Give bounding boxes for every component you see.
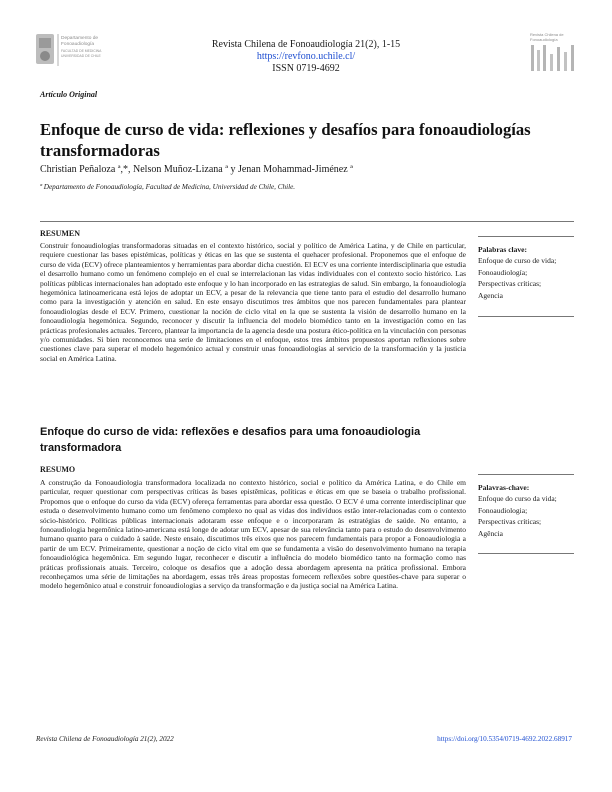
resumo-body: A construção da Fonoaudiologia transformadora localizada no contexto histórico, social e político da América Latina, e do Chile em particular, requer questionar com perspectivas críticas às bases epistêmicas, políticas e éticas em que se baseia o trabalho profissional. Propomos que o enfoque do curso da vida (ECV) ofereça ferramentas para abordar essa questão. O ECV é uma corrente interdisciplinar que estuda o desenvolvimento humano como um fenômeno complexo no qual as vidas dos indivíduos estão inter-relacionadas com o contexto sócio-histórico. Políticas públicas internacionais adotaram esse enfoque e o incorporaram às estratégias de saúde. No entanto, a fonoaudiologia hegemônica latino-americana está longe de adotar um ECV, apesar de sua relevância tanto para o estudo do desenvolvimento humano quanto para o cuidado à saúde. Neste ensaio, discutimos três eixos que nos parecem fundamentais para propor a Fonoaudiologia a partir de um ECV. Primeiramente, questionar a noção de ciclo vital em que se fundamenta a visão do desenvolvimento humano na terapia fonoaudiológica hegemônica. Em segundo lugar, reconhecer e discutir a influência do modelo biomédico tanto na formação como nas práticas profissionais atuais. Terceiro, coloque os desafios que a adoção dessa abordagem apresenta na prática profissional. Embora reconheçamos uma série de limitações na abordagem, essas três áreas propostas fornecem reflexões sobre questões-chave para superar o modelo hegemônico atual e construir fonoaudiologias a serviço da transformação e da justiça social na América Latina. [40, 478, 466, 591]
doi-link[interactable]: https://doi.org/10.5354/0719-4692.2022.68917 [437, 735, 572, 743]
keyword-es: Perspectivas críticas; [478, 279, 542, 289]
university-seal-icon [34, 30, 106, 74]
affiliation: ª Departamento de Fonoaudiología, Facultad de Medicina, Universidad de Chile, Chile. [40, 183, 296, 191]
resumen-heading: RESUMEN [40, 229, 81, 238]
keywords-divider-pt [478, 474, 574, 475]
journal-url-link[interactable]: https://revfono.uchile.cl/ [256, 51, 356, 62]
journal-emblem-icon [528, 30, 578, 74]
footer-citation: Revista Chilena de Fonoaudiología 21(2), 2022 [36, 735, 174, 743]
logo-line-1: Departamento de [61, 36, 99, 41]
keyword-pt: Perspectivas críticas; [478, 517, 542, 527]
logo-line-2: Fonoaudiología [61, 42, 95, 47]
issn: ISSN 0719-4692 [272, 63, 340, 74]
keywords-pt-heading: Palavras-chave: [478, 483, 530, 492]
resumen-body: Construir fonoaudiologías transformadoras situadas en el contexto histórico, social y político de América Latina, y de Chile en particular, requiere cuestionar las bases epistémicas, políticas y éticas en las que se sustenta el quehacer profesional. Proponemos que el enfoque de curso de vida (ECV) ofrece planteamientos y herramientas para abordar dicha cuestión. El ECV es una corriente interdisciplinaria que estudia el desarrollo humano como un fenómeno complejo en el cual se interrelacionan las vidas individuales con el contexto socio histórico. Las políticas públicas internacionales han adoptado este enfoque y lo han incorporado en las estrategias de salud. Sin embargo, la fonoaudiología hegemónica latinoamericana está lejos de adoptar un ECV, a pesar de la relevancia que tiene tanto para el estudio del desarrollo humano como para la investigación y atención en salud. En este ensayo discutimos tres ámbitos que nos parecen fundamentales para plantear fonoaudiologías desde el ECV. Primero, cuestionar la noción de ciclo vital en la que se sustenta la visión de desarrollo humano en la fonoaudiología hegemónica. Segundo, reconocer y discutir la influencia del modelo biomédico tanto en la investigación como en las prácticas profesionales actuales. Tercero, plantear la importancia de la agencia desde una postura ético-política en la vinculación con personas y/o comunidades. Si bien reconocemos una serie de limitaciones en el enfoque, estos tres ámbitos propuestos aportan reflexiones sobre cuestiones clave para superar el modelo hegemónico actual y construir unas fonoaudiologías al servicio de la transformación y la justicia social en América Latina. [40, 241, 466, 363]
journal-citation: Revista Chilena de Fonoaudiología 21(2), 1-15 [211, 39, 401, 50]
keyword-es: Fonoaudiología; [478, 267, 528, 277]
journal-url-line [150, 51, 462, 63]
keywords-pt [478, 482, 574, 539]
authors: Christian Peñaloza ª,*, Nelson Muñoz-Lizana ª y Jenan Mohammad-Jiménez ª [40, 164, 353, 175]
journal-logo-line-1: Revista Chilena de [530, 32, 564, 37]
resumo-heading: RESUMO [40, 465, 76, 474]
journal-logo [528, 30, 578, 74]
portuguese-title: Enfoque do curso de vida: reflexões e desafios para uma fonoaudiologia transformadora [40, 426, 421, 454]
keywords-divider-pt-bottom [478, 553, 574, 554]
keywords-es-heading: Palabras clave: [478, 245, 527, 254]
keywords-es [478, 244, 574, 301]
article-type: Artículo Original [40, 90, 98, 99]
keyword-es: Enfoque de curso de vida; [478, 256, 557, 266]
keyword-pt: Agência [478, 528, 503, 538]
keyword-pt: Fonoaudiologia; [478, 505, 528, 515]
university-logo [34, 30, 106, 74]
logo-line-3: FACULTAD DE MEDICINA [61, 49, 102, 53]
article-title: Enfoque de curso de vida: reflexiones y desafíos para fonoaudiologías transformadoras [40, 120, 531, 160]
journal-logo-line-2: Fonoaudiología [530, 37, 558, 42]
keyword-pt: Enfoque do curso da vida; [478, 494, 557, 504]
divider-top [40, 221, 574, 222]
keywords-divider-es [478, 236, 574, 237]
logo-line-4: UNIVERSIDAD DE CHILE [61, 54, 101, 58]
keywords-divider-es-bottom [478, 316, 574, 317]
keyword-es: Agencia [478, 290, 503, 300]
